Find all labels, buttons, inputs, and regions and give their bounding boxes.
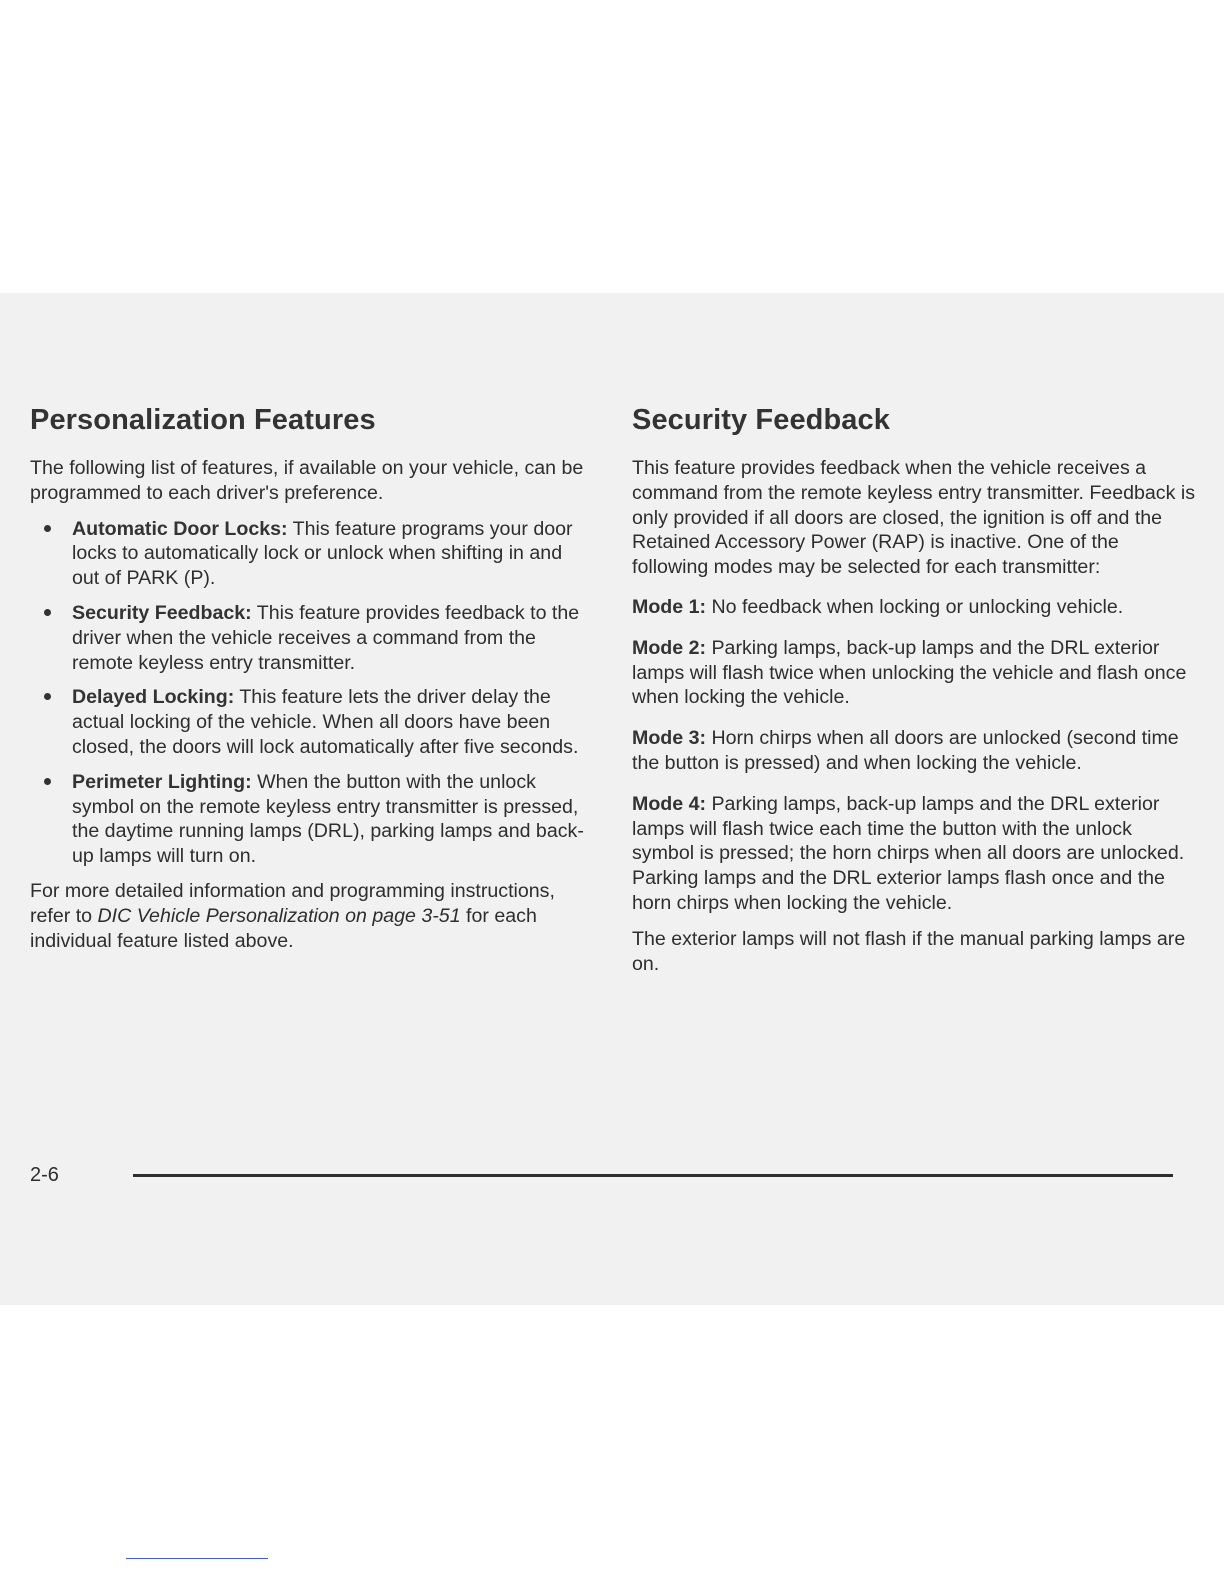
mode-item xyxy=(632,595,1197,620)
list-item xyxy=(30,601,585,675)
exterior-lamps-note: The exterior lamps will not flash if the manual parking lamps are on. xyxy=(632,927,1186,975)
feature-term: Perimeter Lighting: xyxy=(72,770,252,793)
list-item xyxy=(30,685,585,759)
security-feedback-intro: This feature provides feedback when the vehicle receives a command from the remote keyless entry transmitter. Feedback is only provided if all doors are closed, the ignition is off and the Retained Accessory Power (RAP) is inactive. One of the following modes may be selected for each transmitter: xyxy=(632,457,1195,579)
left-column xyxy=(30,403,585,964)
bullet-icon xyxy=(44,525,51,532)
mode-description: No feedback when locking or unlocking vehicle. xyxy=(706,595,1124,618)
bullet-icon xyxy=(44,778,51,785)
page-number: 2-6 xyxy=(30,1164,59,1186)
mode-description: Parking lamps, back-up lamps and the DRL exterior lamps will flash twice each time the button with the unlock symbol is pressed; the horn chirps when all doors are unlocked. Parking lamps and the DRL exterior lamps flash once and the horn chirps when locking the vehicle. xyxy=(632,792,1185,914)
bullet-icon xyxy=(44,693,51,700)
mode-description: Horn chirps when all doors are unlocked (second time the button is pressed) and when locking the vehicle. xyxy=(632,727,1179,774)
footer-divider xyxy=(133,1174,1173,1177)
mode-label: Mode 3: xyxy=(632,727,707,750)
feature-term: Automatic Door Locks: xyxy=(72,517,288,540)
feature-description: This feature programs your door locks to automatically lock or unlock when shifting in and out of PARK (P). xyxy=(72,517,573,590)
closing-suffix: for each individual feature listed above. xyxy=(30,904,537,952)
mode-list xyxy=(632,595,1197,916)
feature-term: Delayed Locking: xyxy=(72,686,235,709)
bottom-link-underline[interactable] xyxy=(126,1558,268,1559)
mode-item xyxy=(632,636,1197,710)
personalization-features-heading: Personalization Features xyxy=(30,404,376,436)
feature-list xyxy=(30,517,585,869)
manual-page xyxy=(0,293,1224,1305)
cross-reference-link[interactable]: DIC Vehicle Personalization on page 3-51 xyxy=(97,904,461,927)
security-feedback-heading: Security Feedback xyxy=(632,404,890,436)
feature-term: Security Feedback: xyxy=(72,601,252,624)
closing-prefix: For more detailed information and programming instructions, refer to xyxy=(30,879,555,927)
right-column xyxy=(632,403,1197,987)
personalization-intro: The following list of features, if available on your vehicle, can be programmed to each driver's preference. xyxy=(30,457,584,504)
list-item xyxy=(30,517,585,591)
mode-label: Mode 4: xyxy=(632,792,707,815)
mode-description: Parking lamps, back-up lamps and the DRL exterior lamps will flash twice when unlocking the vehicle and flash once when locking the vehicle. xyxy=(632,636,1187,709)
list-item xyxy=(30,770,585,869)
bullet-icon xyxy=(44,609,51,616)
feature-description: This feature provides feedback to the driver when the vehicle receives a command from the remote keyless entry transmitter. xyxy=(72,601,580,674)
mode-label: Mode 2: xyxy=(632,636,707,659)
feature-description: When the button with the unlock symbol on the remote keyless entry transmitter is pressed, the daytime running lamps (DRL), parking lamps and back-up lamps will turn on. xyxy=(72,770,584,868)
mode-item xyxy=(632,726,1197,776)
feature-description: This feature lets the driver delay the actual locking of the vehicle. When all doors have been closed, the doors will lock automatically after five seconds. xyxy=(72,686,579,758)
mode-item xyxy=(632,792,1197,916)
mode-label: Mode 1: xyxy=(632,595,707,618)
more-information-paragraph xyxy=(30,879,585,953)
